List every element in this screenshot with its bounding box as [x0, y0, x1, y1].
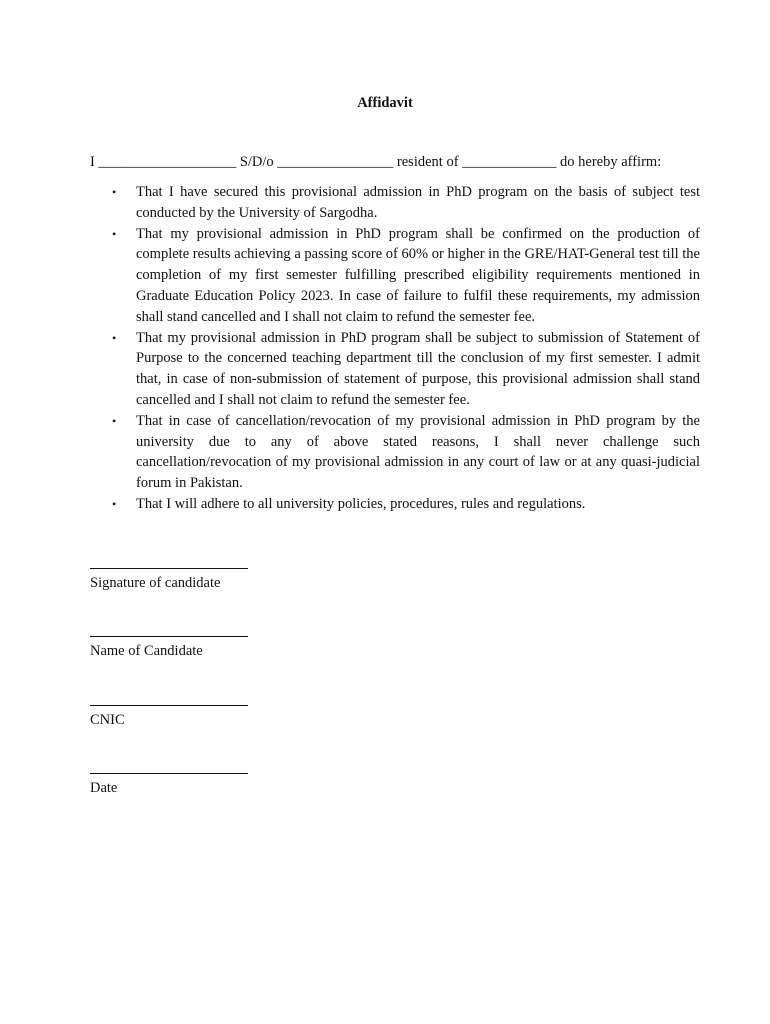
clause-item [91, 328, 700, 411]
signature-blank-line[interactable] [90, 568, 248, 569]
bullet-icon: • [112, 185, 117, 199]
signature-field [90, 568, 290, 593]
document-title: Affidavit [357, 95, 413, 111]
cnic-blank-line[interactable] [90, 705, 248, 706]
candidate-name-label: Name of Candidate [90, 643, 203, 659]
affirmation-statement: I ___________________ S/D/o ________________ resident of _____________ do hereby affirm: [90, 154, 662, 170]
clause-item [91, 494, 700, 515]
clause-text: That my provisional admission in PhD program shall be subject to submission of Statement of Purpose to the concerned teaching department till the conclusion of my first semester. I admit that, in case of non-submission of statement of purpose, this provisional admission shall stand cancelled and I shall not claim to refund the semester fee. [136, 329, 700, 408]
bullet-icon: • [112, 330, 117, 345]
date-label: Date [90, 780, 118, 796]
clause-text: That I will adhere to all university policies, procedures, rules and regulations. [136, 495, 586, 512]
candidate-name-field [90, 636, 290, 661]
clause-text: That my provisional admission in PhD program shall be confirmed on the production of complete results achieving a passing score of 60% or higher in the GRE/HAT-General test till the completion of my first semester fulfilling prescribed eligibility requirements mentioned in Graduate Education Policy 2023. In case of failure to fulfil these requirements, my admission shall stand cancelled and I shall not claim to refund the semester fee. [136, 225, 700, 325]
bullet-icon: • [112, 496, 117, 511]
clause-text: That I have secured this provisional admission in PhD program on the basis of subject test conducted by the University of Sargodha. [136, 184, 700, 221]
candidate-name-blank-line[interactable] [90, 636, 248, 637]
clause-item [91, 182, 700, 224]
bullet-icon: • [112, 413, 117, 428]
clause-text: That in case of cancellation/revocation of my provisional admission in PhD program by the university due to any of above stated reasons, I shall never challenge such cancellation/revocation of my provisional admission in any court of law or at any quasi-judicial forum in Pakistan. [136, 412, 700, 492]
date-blank-line[interactable] [90, 773, 248, 774]
clause-list [91, 182, 700, 515]
clause-item [91, 224, 700, 328]
signature-label: Signature of candidate [90, 575, 221, 591]
bullet-icon: • [112, 226, 117, 241]
cnic-field [90, 705, 290, 730]
clause-item [91, 411, 700, 494]
cnic-label: CNIC [90, 712, 125, 728]
date-field [90, 773, 290, 798]
